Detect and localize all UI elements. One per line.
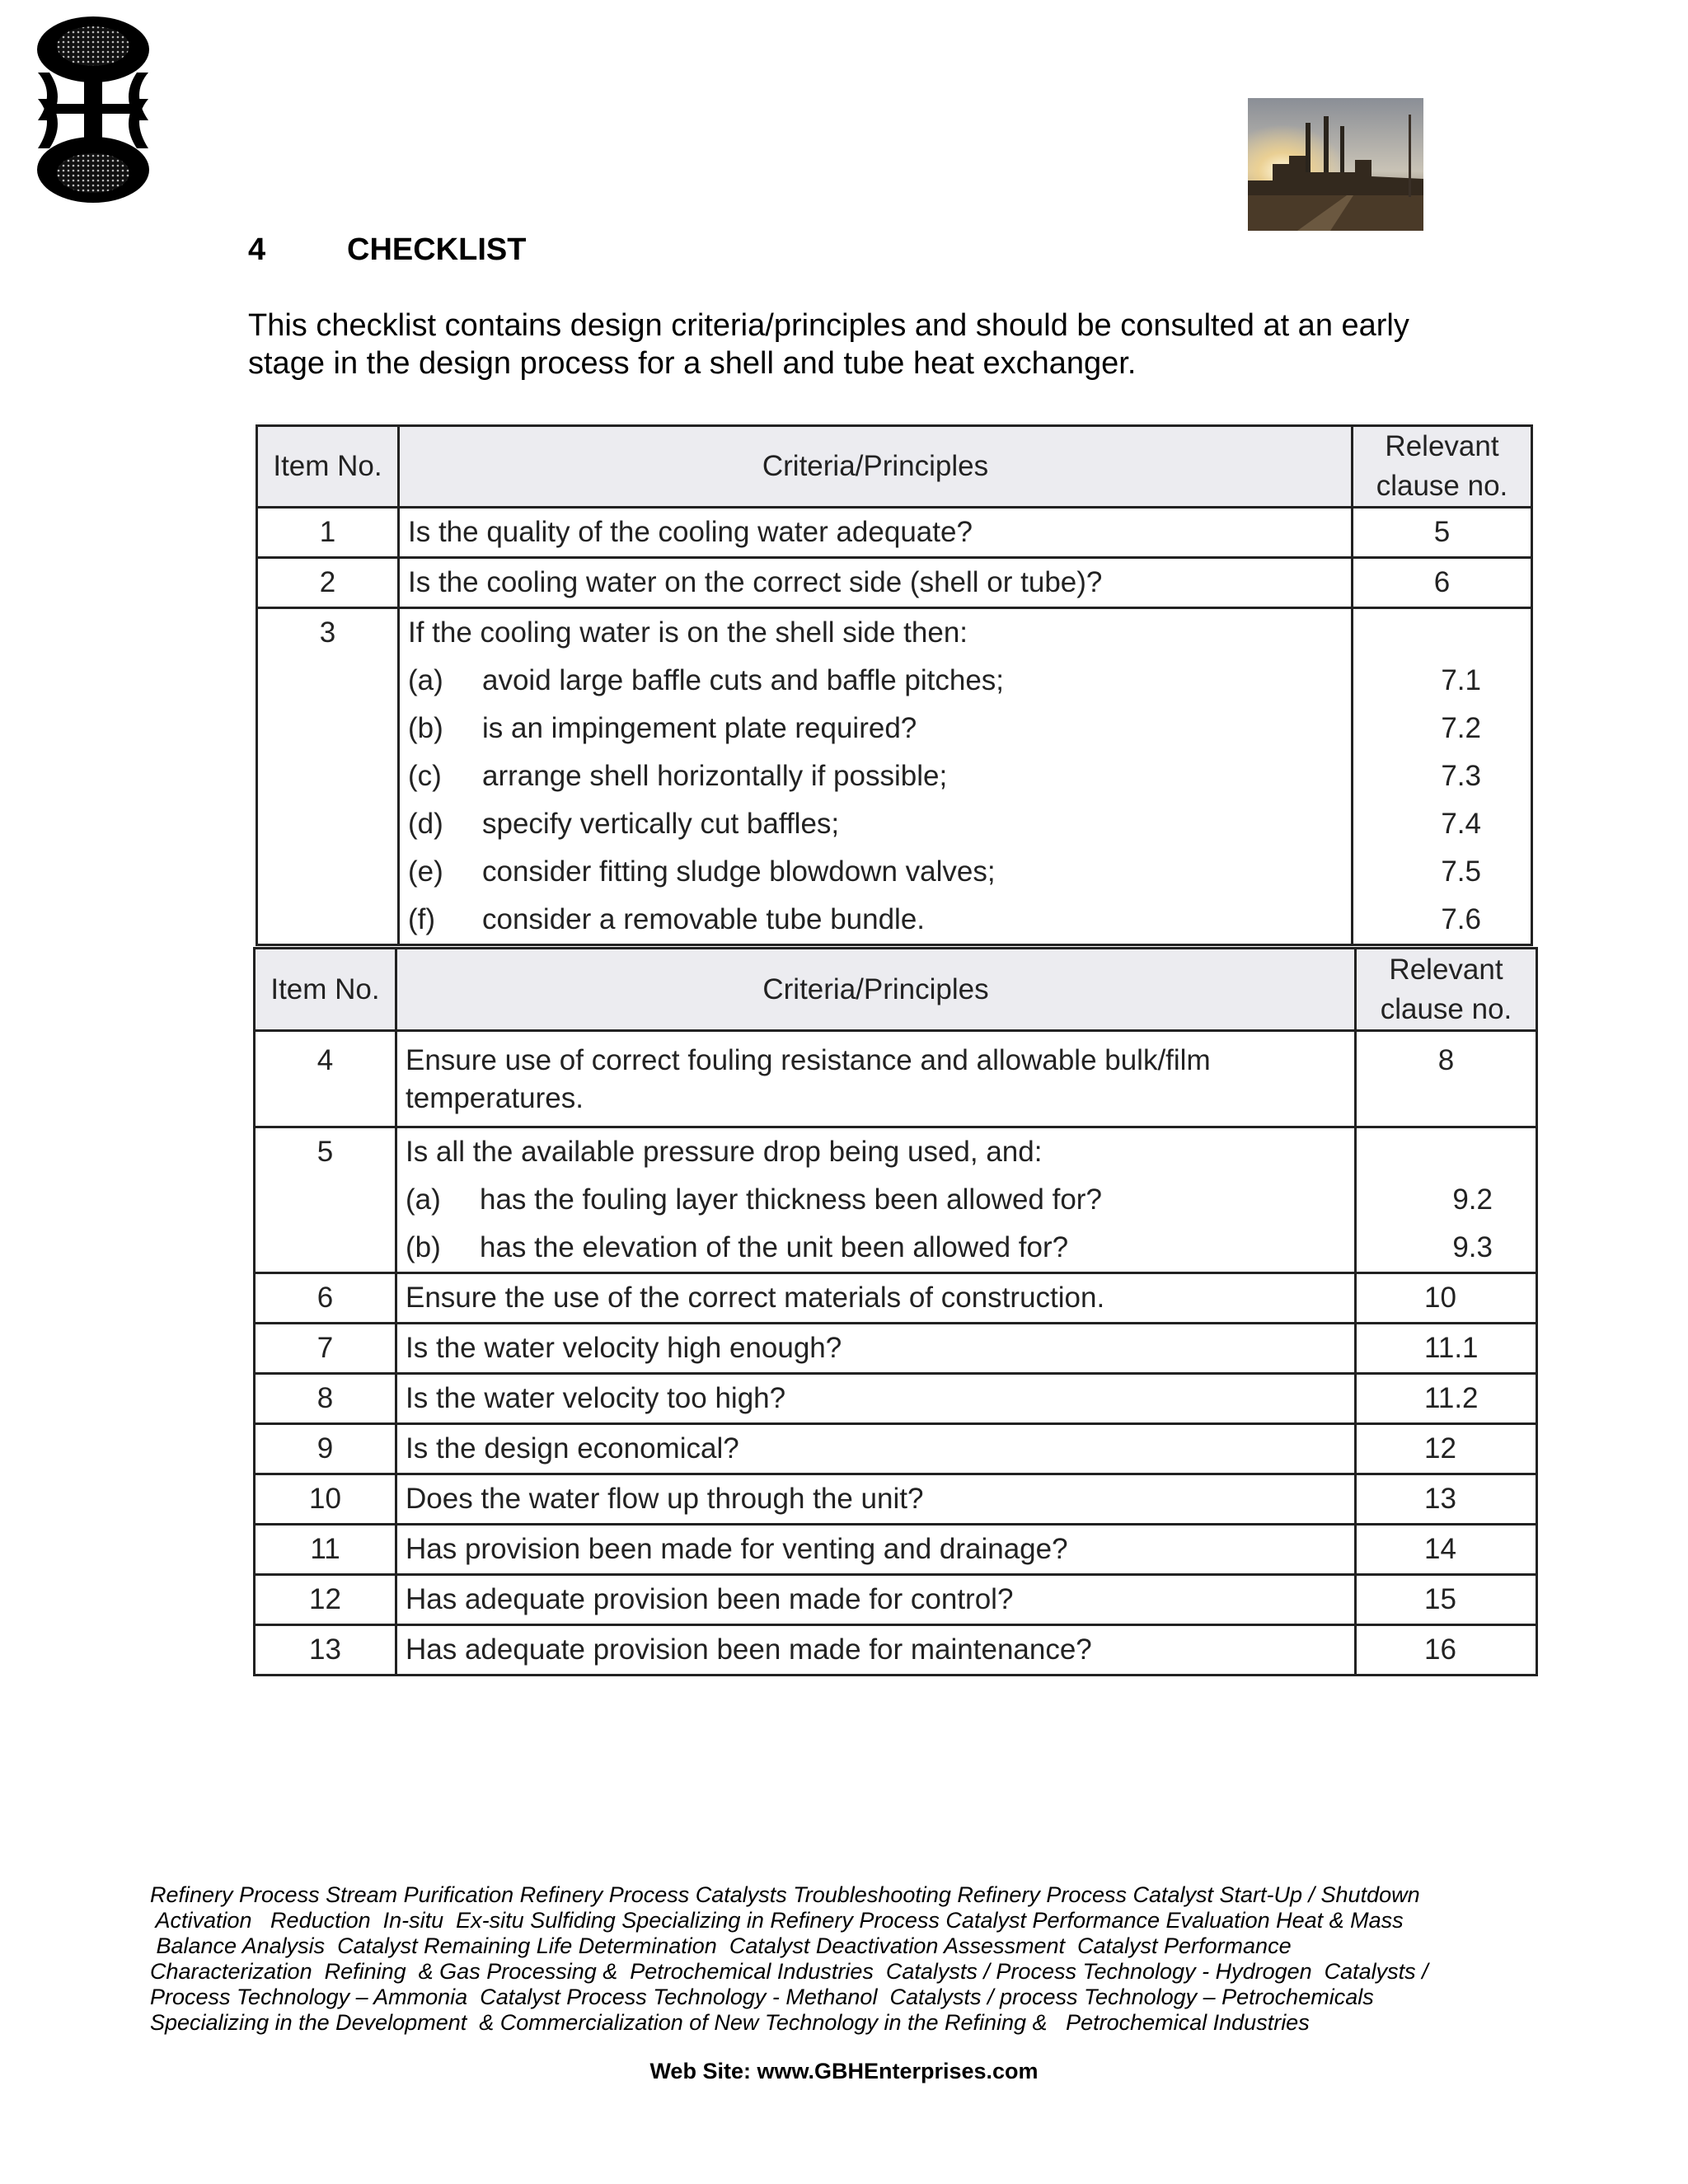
criteria-text: Is the water velocity high enough? [396,1324,1356,1374]
sub-text: has the elevation of the unit been allowed for? [480,1231,1069,1263]
clause-number: 11.1 [1356,1324,1537,1374]
criteria-text: Has provision been made for venting and drainage? [396,1525,1356,1575]
criteria-text: Is all the available pressure drop being used, and: [406,1136,1043,1168]
criteria-text: Has adequate provision been made for control? [396,1575,1356,1625]
sub-label: (b) [406,1231,441,1263]
criteria-text: Is the quality of the cooling water adequate? [399,508,1353,558]
clause-number: 14 [1356,1525,1537,1575]
sub-text: is an impingement plate required? [482,712,917,744]
table-row [255,1424,1537,1474]
criteria-cell [396,1127,1356,1273]
header-item-no: Item No. [257,426,399,508]
sub-label: (f) [408,903,436,935]
table-row [255,1575,1537,1625]
criteria-text: Is the design economical? [396,1424,1356,1474]
header-item-no: Item No. [255,949,396,1031]
item-number-text: 5 [316,1136,334,1168]
header-clause: Relevant clause no. [1353,426,1532,508]
header-clause: Relevant clause no. [1356,949,1537,1031]
item-number: 6 [255,1273,396,1324]
header-criteria: Criteria/Principles [399,426,1353,508]
criteria-text: Has adequate provision been made for maintenance? [396,1625,1356,1675]
checklist-table-2 [253,947,1538,1676]
criteria-cell [396,1031,1356,1127]
item-number: 12 [255,1575,396,1625]
section-heading [248,232,526,268]
clause-number: 10 [1356,1273,1537,1324]
clause-number: 7.5 [1441,855,1481,888]
header-criteria: Criteria/Principles [396,949,1356,1031]
sub-criterion [408,752,1351,800]
clause-cell [1356,1031,1537,1127]
sub-label: (c) [408,760,442,792]
item-number: 13 [255,1625,396,1675]
item-number: 7 [255,1324,396,1374]
criteria-cell [399,608,1353,945]
footer-line: Specializing in the Development & Commercialization of New Technology in the Refining & Petrochemical Industries [150,2010,1310,2035]
criteria-text: If the cooling water is on the shell side then: [408,616,968,649]
sub-label: (a) [406,1183,441,1216]
clause-cell [1353,608,1532,945]
sub-criterion [408,705,1351,752]
item-number: 8 [255,1374,396,1424]
table-row [255,1127,1537,1273]
item-number [255,1031,396,1127]
checklist-table-1 [256,424,1533,946]
sub-criterion [406,1224,1354,1272]
criteria-text: Is the cooling water on the correct side (shell or tube)? [399,558,1353,608]
clause-number: 15 [1356,1575,1537,1625]
company-logo [31,15,155,204]
sub-text: consider a removable tube bundle. [482,903,926,935]
sub-text: consider fitting sludge blowdown valves; [482,855,996,888]
clause-cell [1356,1127,1537,1273]
intro-paragraph: This checklist contains design criteria/principles and should be consulted at an early stage in the design process for a shell and tube heat exchanger. [248,308,1409,381]
item-number-text: 3 [319,616,336,649]
sub-label: (e) [408,855,443,888]
clause-number: 13 [1356,1474,1537,1525]
table-row [257,508,1532,558]
section-title: CHECKLIST [347,232,527,267]
clause-number: 16 [1356,1625,1537,1675]
criteria-text: Ensure the use of the correct materials of construction. [396,1273,1356,1324]
clause-number: 11.2 [1356,1374,1537,1424]
footer-text [150,1882,1452,2036]
item-number-text: 4 [316,1044,334,1076]
table-row [255,1374,1537,1424]
footer-line: Activation Reduction In-situ Ex-situ Sulfiding Specializing in Refinery Process Catalyst Performance Evaluation Heat & Mass [150,1908,1404,1933]
table-header-row [257,426,1532,508]
criteria-text: Is the water velocity too high? [396,1374,1356,1424]
item-number [255,1127,396,1273]
sub-text: arrange shell horizontally if possible; [482,760,948,792]
footer-line: Process Technology – Ammonia Catalyst Process Technology - Methanol Catalysts / process Technology – Petrochemicals [150,1985,1374,2009]
sub-label: (d) [408,808,443,840]
sub-criterion [408,896,1351,944]
refinery-photo [1248,98,1423,231]
clause-number: 7.1 [1441,664,1481,696]
clause-number: 7.4 [1441,808,1481,840]
table-row [257,608,1532,945]
criteria-text: Does the water flow up through the unit? [396,1474,1356,1525]
criteria-text: Ensure use of correct fouling resistance and allowable bulk/film temperatures. [406,1044,1211,1114]
sub-label: (b) [408,712,443,744]
website-link[interactable]: Web Site: www.GBHEnterprises.com [649,2059,1039,2083]
clause-number: 5 [1353,508,1532,558]
footer-line: Characterization Refining & Gas Processing & Petrochemical Industries Catalysts / Process Technology - Hydrogen Catalysts / [150,1959,1428,1984]
footer-line: Balance Analysis Catalyst Remaining Life Determination Catalyst Deactivation Assessment Catalyst Performance [150,1933,1292,1958]
clause-number: 6 [1353,558,1532,608]
sub-criterion [408,800,1351,848]
table-row [255,1324,1537,1374]
clause-number: 7.3 [1441,760,1481,792]
clause-number: 9.3 [1452,1231,1493,1263]
clause-number: 12 [1356,1424,1537,1474]
table-row [255,1474,1537,1525]
item-number: 11 [255,1525,396,1575]
table-row [255,1525,1537,1575]
sub-text: avoid large baffle cuts and baffle pitches; [482,664,1005,696]
sub-label: (a) [408,664,443,696]
sub-criterion [408,657,1351,705]
table-header-row [255,949,1537,1031]
table-row [257,558,1532,608]
clause-number: 8 [1437,1044,1455,1076]
item-number: 10 [255,1474,396,1525]
item-number: 2 [257,558,399,608]
table-row [255,1031,1537,1127]
item-number: 9 [255,1424,396,1474]
clause-number: 9.2 [1452,1183,1493,1216]
sub-text: specify vertically cut baffles; [482,808,840,840]
footer-line: Refinery Process Stream Purification Refinery Process Catalysts Troubleshooting Refinery Process Catalyst Start-Up / Shutdown [150,1882,1420,1907]
item-number: 1 [257,508,399,558]
table-row [255,1273,1537,1324]
section-number: 4 [248,232,266,267]
table-row [255,1625,1537,1675]
sub-criterion [408,848,1351,896]
clause-number: 7.2 [1441,712,1481,744]
sub-criterion [406,1176,1354,1224]
item-number [257,608,399,945]
sub-text: has the fouling layer thickness been allowed for? [480,1183,1102,1216]
clause-number: 7.6 [1441,903,1481,935]
